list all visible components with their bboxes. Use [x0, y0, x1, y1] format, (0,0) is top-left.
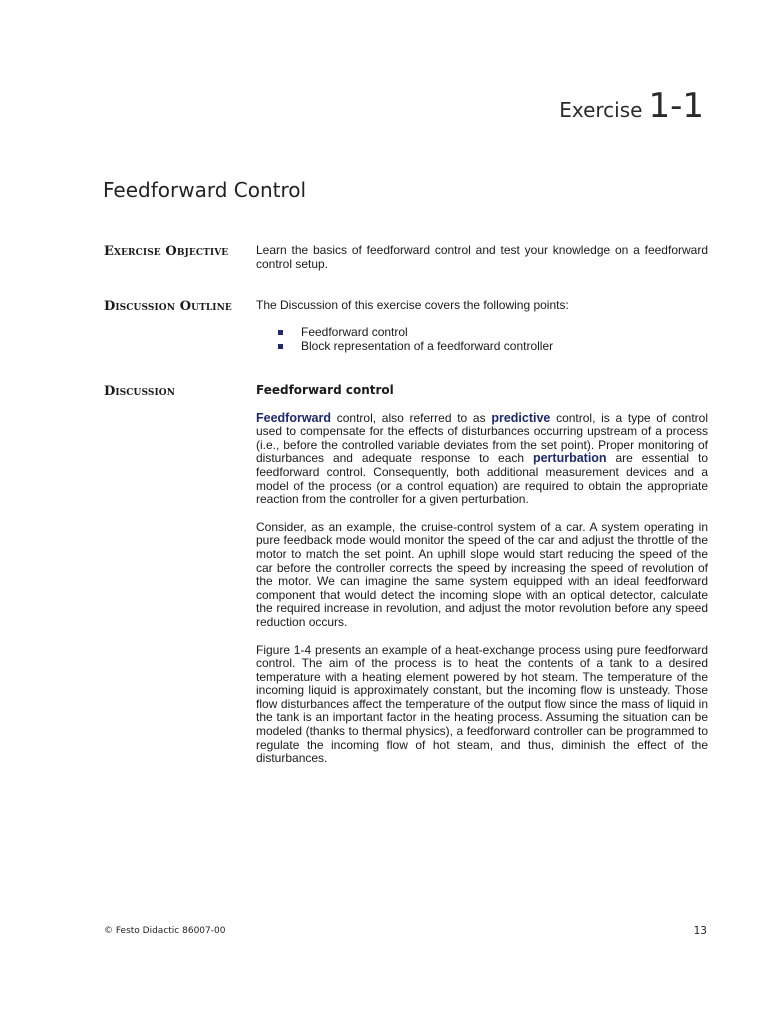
list-item-text: Block representation of a feedforward controller — [301, 339, 554, 354]
paragraph-text: are essential to feedforward control. Consequently, both additional measurement devices and a model of the process (or a control equation) are required to obtain the appropriate reaction from the controller for a given perturbation. — [256, 451, 708, 507]
discussion-paragraph-3: Figure 1-4 presents an example of a heat-exchange process using pure feedforward control. The aim of the process is to heat the contents of a tank to a desired temperature with a heating element powered by hot steam. The temperature of the incoming liquid is approximately constant, but the incoming flow is unsteady. Those flow disturbances affect the temperature of the output flow since the mass of liquid in the tank is an important factor in the heating process. Assuming the situation can be modeled (thanks to thermal physics), a feedforward controller can be programmed to regulate the incoming flow of hot steam, and thus, diminish the effect of the disturbances. — [256, 642, 708, 766]
page-number: 13 — [693, 925, 707, 937]
discussion-label: Discussion — [104, 384, 176, 399]
objective-text: Learn the basics of feedforward control and test your knowledge on a feedforward control setup. — [256, 243, 708, 271]
page-title: Feedforward Control — [103, 178, 307, 202]
exercise-number: 1-1 — [648, 86, 704, 126]
exercise-word: Exercise — [559, 98, 643, 122]
list-item — [278, 326, 708, 340]
list-item-text: Feedforward control — [301, 324, 408, 339]
paragraph-text: control, is a type of control used to compensate for the effects of disturbances occurring upstream of a process (i.e., before the controlled variable deviates from the set point). Proper monitoring of disturbances and adequate response to each — [256, 410, 708, 466]
outline-label: Discussion Outline — [104, 299, 232, 314]
discussion-paragraph-2: Consider, as an example, the cruise-control system of a car. A system operating in pure feedback mode would monitor the speed of the car and adjust the throttle of the motor to match the set point. An uphill slope would start reducing the speed of the car before the controller corrects the speed by increasing the speed of revolution of the motor. We can imagine the same system equipped with an ideal feedforward component that would detect the incoming slope with an optical detector, calculate the required increase in revolution, and adjust the motor revolution before any speed reduction occurs. — [256, 519, 708, 629]
discussion-subheading: Feedforward control — [256, 383, 394, 397]
footer-copyright: © Festo Didactic 86007-00 — [104, 926, 226, 936]
term-predictive: predictive — [491, 410, 551, 425]
objective-label: Exercise Objective — [104, 244, 229, 259]
bullet-square-icon — [278, 344, 283, 349]
outline-list — [256, 326, 708, 354]
outline-intro: The Discussion of this exercise covers the following points: — [256, 298, 569, 312]
exercise-header — [559, 86, 704, 126]
objective-section — [104, 244, 708, 271]
term-perturbation: perturbation — [532, 451, 607, 466]
paragraph-text: control, also referred to as — [331, 410, 492, 425]
term-feedforward: Feedforward — [256, 410, 332, 425]
discussion-paragraph-1 — [256, 412, 708, 507]
outline-section — [104, 299, 708, 355]
discussion-section — [104, 384, 708, 766]
bullet-square-icon — [278, 330, 283, 335]
list-item — [278, 340, 708, 354]
